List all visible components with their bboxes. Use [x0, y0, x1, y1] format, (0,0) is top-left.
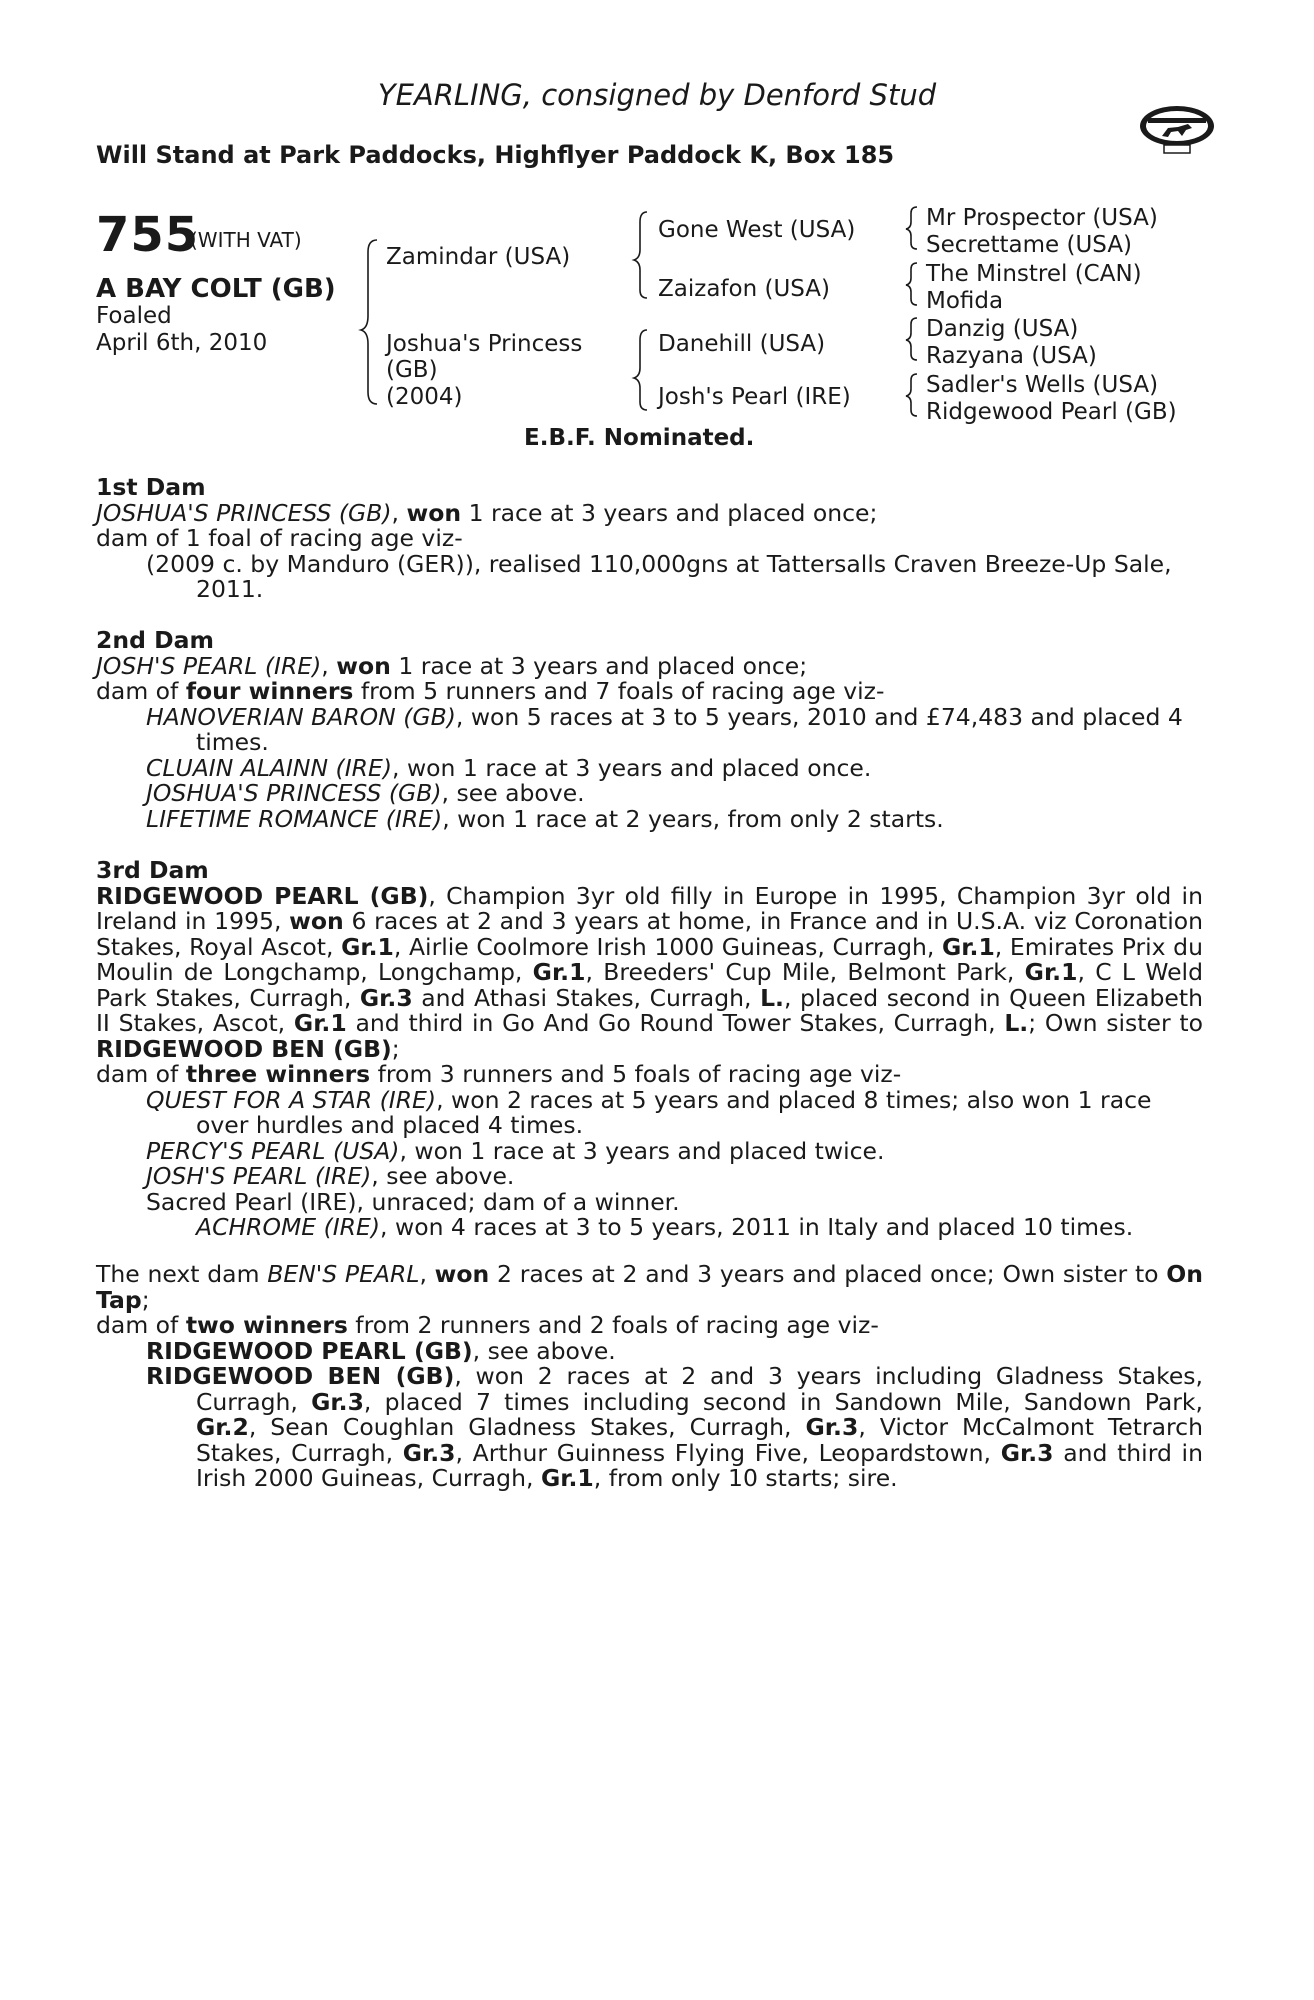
foaled-label: Foaled [96, 303, 172, 329]
pedigree-dam-dam: Josh's Pearl (IRE) [658, 384, 851, 410]
pedigree-dam-line2: (GB) [386, 357, 438, 383]
list-item: Sacred Pearl (IRE), unraced; dam of a winner. [146, 1187, 680, 1216]
pedigree-dam-line1: Joshua's Princess [386, 331, 583, 357]
pedigree-sire-sire: Gone West (USA) [658, 217, 856, 243]
second-dam-produce: dam of four winners from 5 runners and 7 foals of racing age viz- [96, 677, 885, 705]
page-title: YEARLING, consigned by Denford Stud [377, 78, 937, 112]
third-dam-record: RIDGEWOOD PEARL (GB), Champion 3yr old filly in Europe in 1995, Champion 3yr old in Ireland in 1995, won 6 races at 2 and 3 years at home, in France and in U.S.A. viz Coronation Stakes, Royal Ascot, Gr.1, Airlie Coolmore Irish 1000 Guineas, Curragh, Gr.1, Emirates Prix du Moulin de Longchamp, Longchamp, Gr.1, Breeders' Cup Mile, Belmont Park, Gr.1, C L Weld Park Stakes, Curragh, Gr.3 and Athasi Stakes, Curragh, L., placed second in Queen Elizabeth II Stakes, Ascot, Gr.1 and third in Go And Go Round Tower Stakes, Curragh, L.; Own sister to RIDGEWOOD BEN (GB); [96, 881, 1203, 1063]
second-dam-section [96, 628, 1203, 832]
list-item: RIDGEWOOD BEN (GB), won 2 races at 2 and 3 years including Gladness Stakes, Curragh, Gr.3, placed 7 times including second in Sandown Mile, Sandown Park, Gr.2, Sean Coughlan Gladness Stakes, Curragh, Gr.3, Victor McCalmont Tetrarch Stakes, Curragh, Gr.3, Arthur Guinness Flying Five, Leopardstown, Gr.3 and third in Irish 2000 Guineas, Curragh, Gr.1, from only 10 starts; sire. [146, 1362, 1204, 1492]
list-item: HANOVERIAN BARON (GB), won 5 races at 3 to 5 years, 2010 and £74,483 and placed 4 times. [146, 702, 1183, 756]
list-item: QUEST FOR A STAR (IRE), won 2 races at 5 years and placed 8 times; also won 1 race over hurdles and placed 4 times. [146, 1085, 1152, 1139]
third-dam-produce: dam of three winners from 3 runners and 5 foals of racing age viz- [96, 1060, 902, 1088]
first-dam-heading: 1st Dam [96, 473, 206, 501]
pedigree-sss: Mr Prospector (USA) [926, 205, 1158, 231]
list-item: LIFETIME ROMANCE (IRE), won 1 race at 2 years, from only 2 starts. [146, 804, 944, 833]
first-dam-produce: dam of 1 foal of racing age viz- [96, 524, 463, 552]
pedigree-dss: Danzig (USA) [926, 316, 1079, 342]
list-item: ACHROME (IRE), won 4 races at 3 to 5 years, 2011 in Italy and placed 10 times. [196, 1213, 1134, 1241]
third-dam-section [96, 858, 1203, 1241]
pedigree-sire-dam: Zaizafon (USA) [658, 276, 831, 302]
lot-number: 755 [96, 207, 200, 263]
pedigree-sds: The Minstrel (CAN) [926, 261, 1142, 287]
first-dam-record: JOSHUA'S PRINCESS (GB), won 1 race at 3 years and placed once; [96, 498, 878, 527]
second-dam-record: JOSH'S PEARL (IRE), won 1 race at 3 years and placed once; [96, 651, 808, 680]
pedigree-ddd: Ridgewood Pearl (GB) [926, 399, 1177, 425]
pedigree-dam-line3: (2004) [386, 384, 463, 410]
third-dam-heading: 3rd Dam [96, 856, 209, 884]
pedigree-dsd: Razyana (USA) [926, 343, 1097, 369]
list-item: RIDGEWOOD PEARL (GB), see above. [146, 1336, 616, 1365]
first-dam-foal: (2009 c. by Manduro (GER)), realised 110,000gns at Tattersalls Craven Breeze-Up Sale, 2011. [146, 549, 1172, 603]
next-dam-record: The next dam BEN'S PEARL, won 2 races at 2 and 3 years and placed once; Own sister to On Tap; [96, 1260, 1203, 1314]
first-dam-section [96, 475, 1203, 603]
lot-vat: (WITH VAT) [190, 228, 302, 252]
pedigree-dam-sire: Danehill (USA) [658, 331, 826, 357]
list-item: CLUAIN ALAINN (IRE), won 1 race at 3 years and placed once. [146, 753, 872, 782]
foaled-date: April 6th, 2010 [96, 330, 268, 356]
stand-location: Will Stand at Park Paddocks, Highflyer Paddock K, Box 185 [96, 141, 895, 169]
pedigree-ssd: Secrettame (USA) [926, 232, 1133, 258]
pedigree-sire: Zamindar (USA) [386, 244, 571, 270]
list-item: PERCY'S PEARL (USA), won 1 race at 3 years and placed twice. [146, 1136, 885, 1165]
lot-description: A BAY COLT (GB) [96, 274, 336, 304]
pedigree-sdd: Mofida [926, 288, 1004, 314]
next-dam-produce: dam of two winners from 2 runners and 2 foals of racing age viz- [96, 1311, 879, 1339]
list-item: JOSH'S PEARL (IRE), see above. [146, 1162, 515, 1190]
list-item: JOSHUA'S PRINCESS (GB), see above. [146, 779, 585, 807]
second-dam-heading: 2nd Dam [96, 626, 214, 654]
pedigree-dds: Sadler's Wells (USA) [926, 372, 1159, 398]
ebf-nominated: E.B.F. Nominated. [524, 425, 755, 451]
next-dam-section [96, 1262, 1203, 1492]
